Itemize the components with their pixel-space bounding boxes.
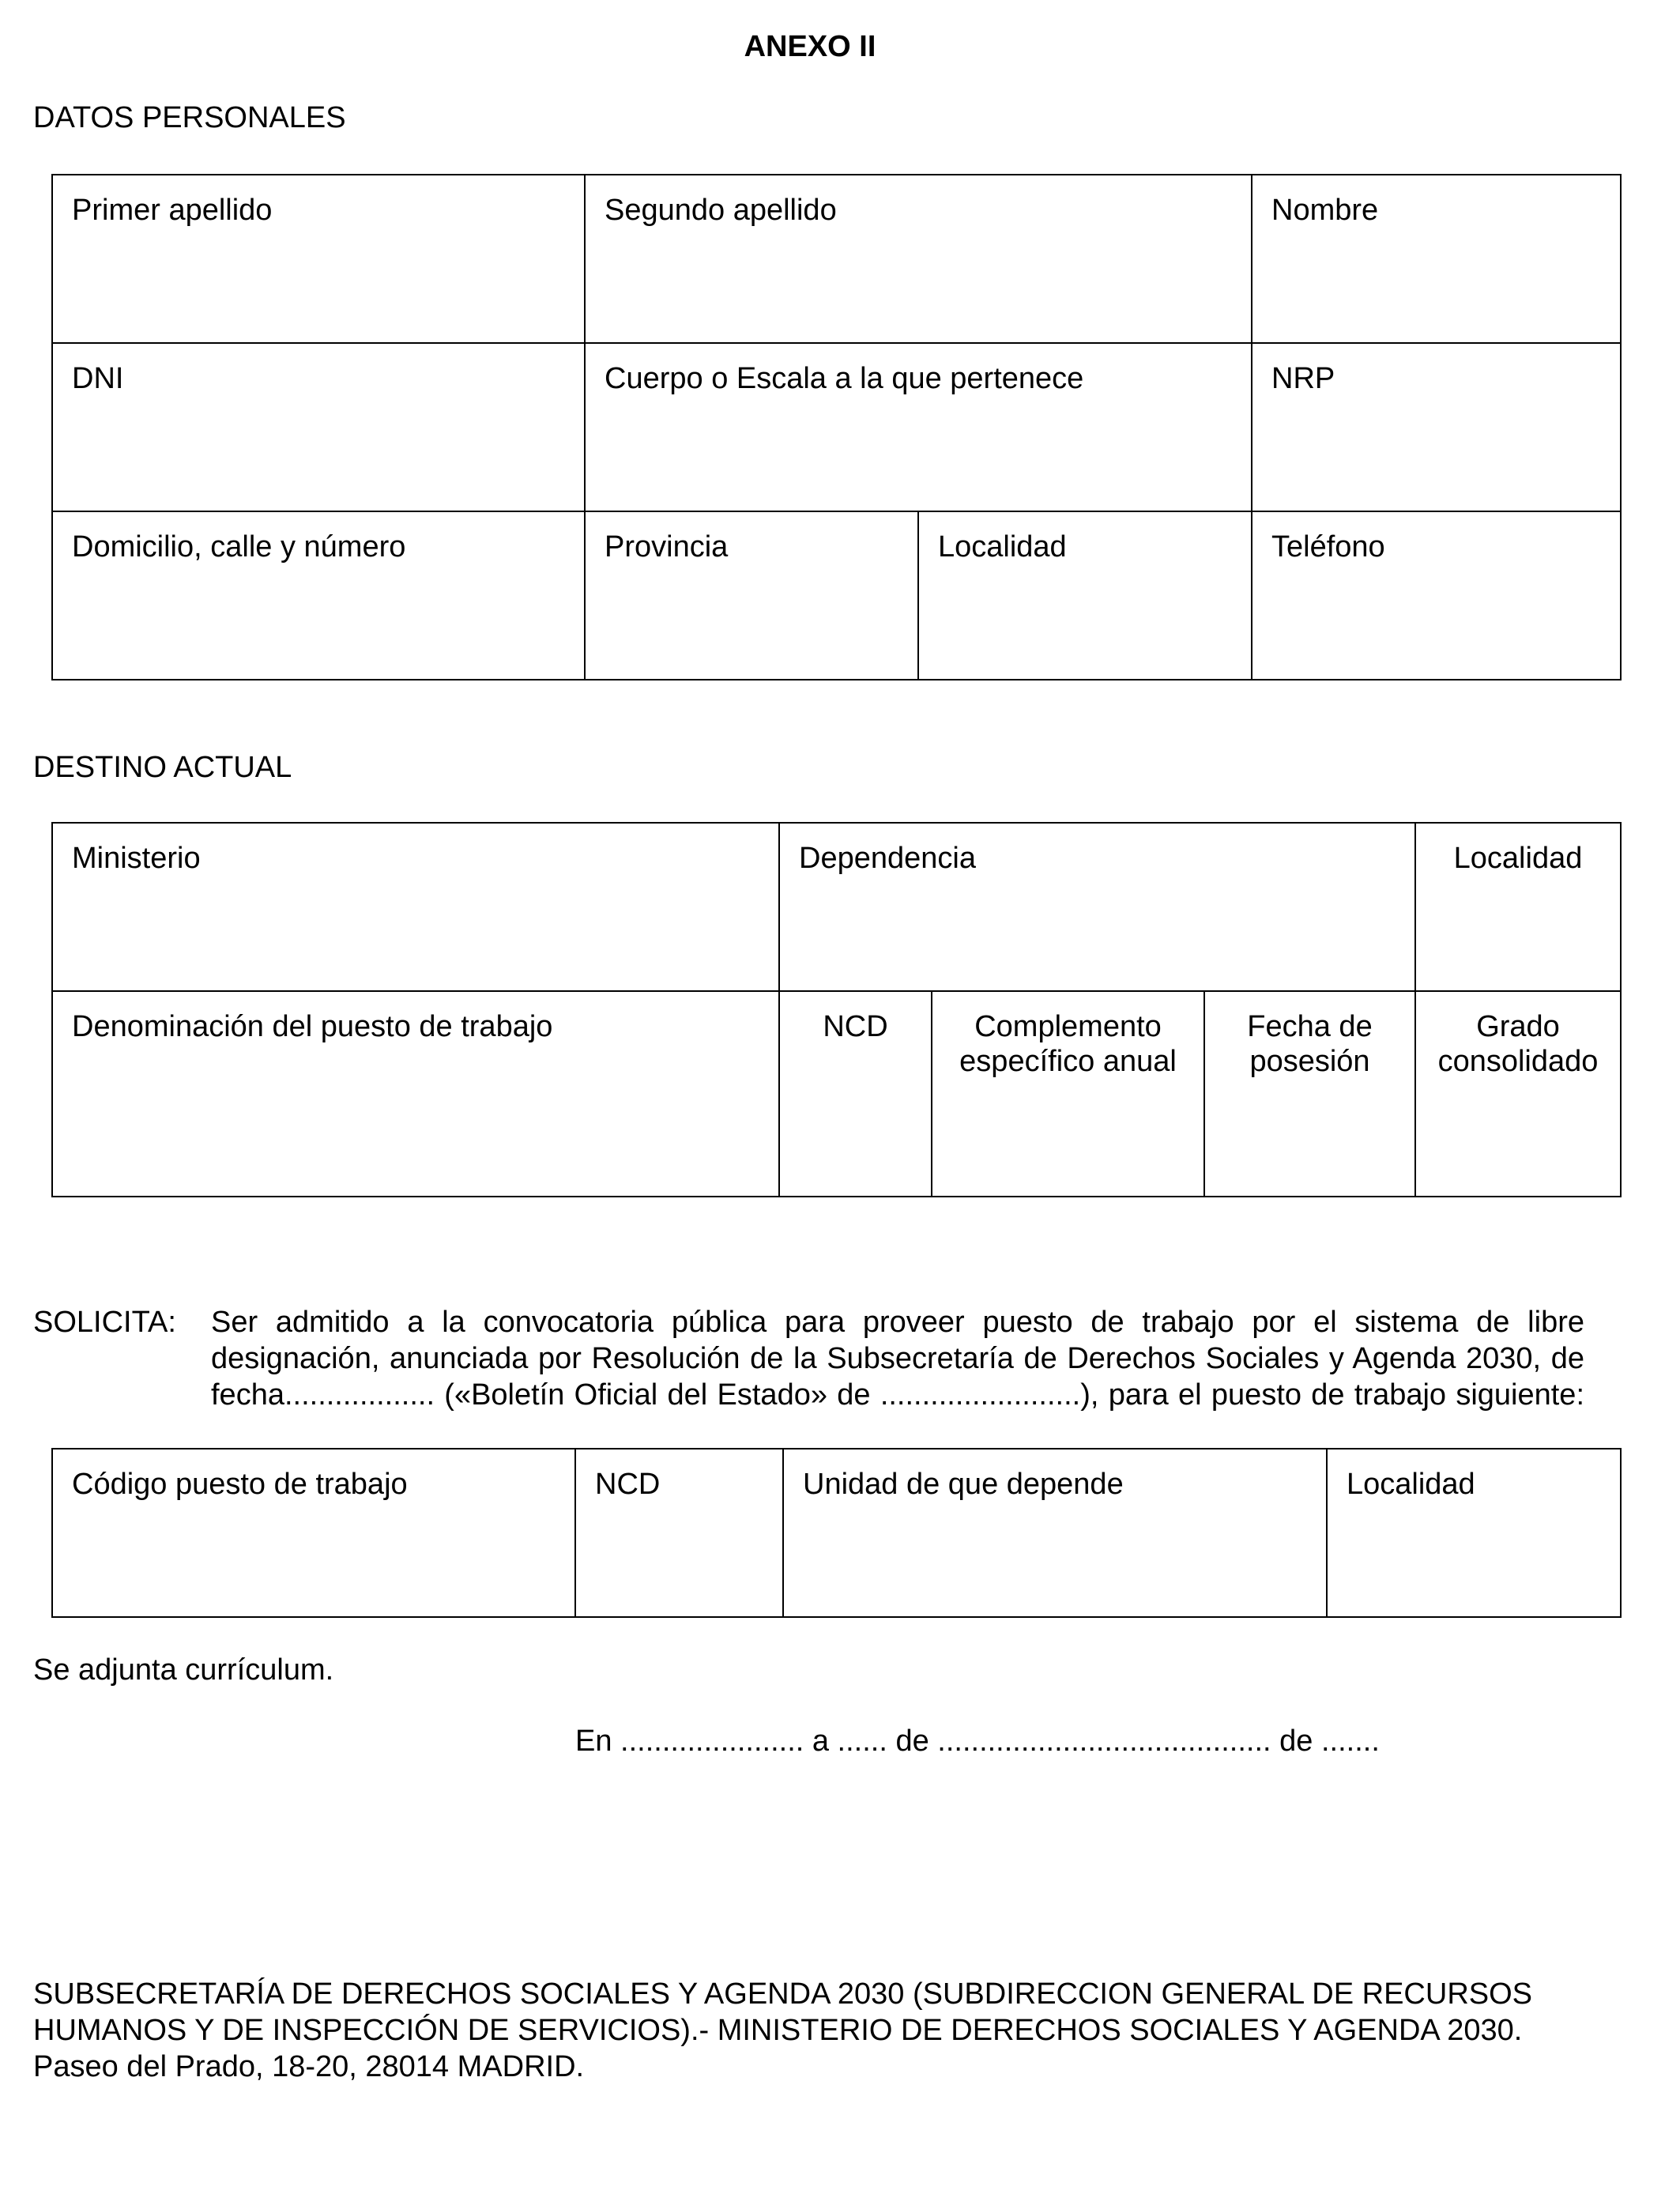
puesto-solicitado-table	[51, 1448, 1622, 1618]
field-label: Provincia	[605, 530, 729, 564]
field-provincia[interactable]	[585, 511, 918, 680]
section-heading-destino-actual: DESTINO ACTUAL	[33, 751, 292, 784]
field-cuerpo-escala[interactable]	[585, 343, 1252, 511]
field-fecha-posesion[interactable]	[1204, 991, 1415, 1197]
field-primer-apellido[interactable]	[52, 175, 585, 343]
field-label: Código puesto de trabajo	[72, 1468, 408, 1501]
field-label: Fecha de posesión	[1247, 1010, 1373, 1078]
field-ncd[interactable]	[779, 991, 932, 1197]
datos-personales-table	[51, 174, 1622, 680]
field-label: Cuerpo o Escala a la que pertenece	[605, 362, 1084, 395]
footer-line: HUMANOS Y DE INSPECCIÓN DE SERVICIOS).- MINISTERIO DE DERECHOS SOCIALES Y AGENDA 2030.	[33, 2014, 1523, 2047]
field-nombre[interactable]	[1252, 175, 1621, 343]
field-label: Complemento específico anual	[959, 1010, 1177, 1078]
field-telefono[interactable]	[1252, 511, 1621, 680]
footer-address	[33, 1976, 1598, 2085]
field-label: DNI	[72, 362, 124, 395]
solicita-line: fecha.................. («Boletín Oficial del Estado» de ........................), para el puesto de trabajo siguiente:	[211, 1378, 1584, 1412]
field-label: Primer apellido	[72, 194, 273, 227]
date-line: En ...................... a ...... de ........................................ de .......	[575, 1725, 1380, 1758]
field-label: Domicilio, calle y número	[72, 530, 406, 564]
field-label: Localidad	[1347, 1468, 1475, 1501]
field-label: Ministerio	[72, 842, 201, 875]
field-label: Unidad de que depende	[803, 1468, 1124, 1501]
field-nrp[interactable]	[1252, 343, 1621, 511]
field-grado-consolidado[interactable]	[1415, 991, 1621, 1197]
footer-line: SUBSECRETARÍA DE DERECHOS SOCIALES Y AGENDA 2030 (SUBDIRECCION GENERAL DE RECURSOS	[33, 1977, 1533, 2011]
field-localidad-destino[interactable]	[1415, 823, 1621, 991]
field-label: Denominación del puesto de trabajo	[72, 1010, 553, 1043]
field-label: Teléfono	[1271, 530, 1385, 564]
field-denominacion-puesto[interactable]	[52, 991, 779, 1197]
field-label: NCD	[595, 1468, 661, 1501]
field-unidad-depende[interactable]	[783, 1449, 1327, 1617]
field-label: NRP	[1271, 362, 1335, 395]
field-label: Segundo apellido	[605, 194, 837, 227]
field-domicilio[interactable]	[52, 511, 585, 680]
field-complemento-especifico[interactable]	[932, 991, 1204, 1197]
field-localidad-solicitado[interactable]	[1327, 1449, 1621, 1617]
solicita-text	[211, 1304, 1584, 1413]
field-dependencia[interactable]	[779, 823, 1415, 991]
solicita-line: Ser admitido a la convocatoria pública para proveer puesto de trabajo por el sistema de libre	[211, 1306, 1584, 1339]
footer-line: Paseo del Prado, 18-20, 28014 MADRID.	[33, 2050, 585, 2083]
section-heading-datos-personales: DATOS PERSONALES	[33, 101, 346, 134]
solicita-label: SOLICITA:	[33, 1306, 176, 1339]
solicita-paragraph	[33, 1304, 1584, 1413]
field-segundo-apellido[interactable]	[585, 175, 1252, 343]
field-ministerio[interactable]	[52, 823, 779, 991]
page-title: ANEXO II	[744, 30, 876, 63]
field-label: Localidad	[938, 530, 1067, 564]
field-localidad[interactable]	[918, 511, 1252, 680]
field-ncd-solicitado[interactable]	[575, 1449, 783, 1617]
field-label: Localidad	[1453, 842, 1583, 875]
field-label: Grado consolidado	[1437, 1010, 1599, 1078]
adjunta-text: Se adjunta currículum.	[33, 1653, 334, 1687]
solicita-line: designación, anunciada por Resolución de la Subsecretaría de Derechos Sociales y Agenda 2030, de	[211, 1342, 1584, 1375]
field-label: NCD	[823, 1010, 888, 1043]
field-dni[interactable]	[52, 343, 585, 511]
field-label: Nombre	[1271, 194, 1379, 227]
field-label: Dependencia	[799, 842, 976, 875]
field-codigo-puesto[interactable]	[52, 1449, 575, 1617]
destino-actual-table	[51, 822, 1622, 1197]
